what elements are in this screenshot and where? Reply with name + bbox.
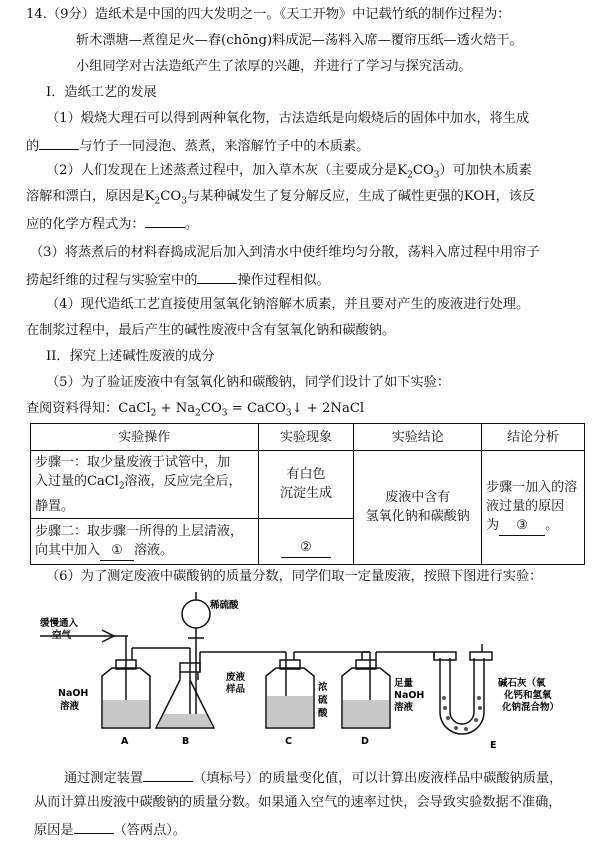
- table-header: 结论分析: [482, 424, 585, 451]
- air-label-1: 缓慢通入: [40, 618, 79, 629]
- answer-blank[interactable]: [143, 768, 193, 782]
- acid-label: 稀硫酸: [210, 600, 239, 611]
- conclusion-line-3: 原因是 （答两点）。: [34, 820, 186, 840]
- analysis: 步骤一加入的溶 液过量的原因 为 ③ 。: [482, 451, 585, 565]
- table-header: 实验操作: [31, 424, 259, 451]
- lime-label-3: 化钠混合物）: [502, 702, 560, 713]
- step-1-observation: 有白色 沉淀生成: [258, 451, 354, 519]
- q3-line-1: （3）将蒸煮后的材料舂捣成泥后加入到清水中使纤维均匀分散，荡料入席过程中用帘子: [30, 245, 540, 260]
- q4-line-2: 在制浆过程中，最后产生的碱性废液中含有氢氧化钠和碳酸钠。: [26, 323, 396, 338]
- naoh-label-2: 溶液: [60, 701, 80, 712]
- experiment-table: [30, 423, 585, 565]
- answer-blank[interactable]: [39, 136, 79, 150]
- label-e: E: [490, 740, 497, 751]
- experiment-apparatus: [30, 588, 590, 758]
- air-label-2: 空气: [52, 630, 72, 641]
- section-2-title: II．探究上述碱性废液的成分: [46, 349, 215, 364]
- intro-text: 小组同学对古法造纸产生了浓厚的兴趣，并进行了学习与探究活动。: [76, 59, 472, 74]
- q3-line-2: 捞起纤维的过程与实验室中的 操作过程相似。: [26, 270, 330, 290]
- table-header-row: [31, 424, 585, 451]
- soda-lime-granules: [442, 696, 482, 731]
- answer-blank-2[interactable]: ②: [281, 538, 331, 558]
- lime-label-2: 化钙和氢氧: [504, 690, 552, 701]
- d-label-3: 溶液: [394, 702, 414, 713]
- q6-text: （6）为了测定废液中碳酸钠的质量分数，同学们取一定量废液，按照下图进行实验：: [46, 569, 543, 584]
- step-1-operation: 步骤一：取少量废液于试管中，加 入过量的CaCl$_2$溶液，反应完全后， 静置。: [31, 451, 259, 519]
- q1-line-1: （1）煅烧大理石可以得到两种氧化物，古法造纸是向煅烧后的固体中加水，将生成: [46, 111, 530, 126]
- label-a: A: [121, 736, 129, 747]
- sample-label-2: 样品: [226, 684, 246, 695]
- conclusion-line-1: 通过测定装置 （填标号）的质量变化值，可以计算出废液样品中碳酸钠质量，: [64, 768, 562, 788]
- label-d: D: [361, 736, 369, 747]
- reference-equation: 查阅资料得知：CaCl$_2$ + $Na_2CO_3$ = CaCO$_3$↓ + 2NaCl: [26, 401, 365, 419]
- h2so4-label-3: 酸: [318, 708, 328, 719]
- process-steps: 斩木漂塘—煮徨足火—舂(chōng)料成泥—荡料入席—覆帘压纸—透火焙干。: [76, 33, 523, 48]
- table-header: 实验结论: [354, 424, 482, 451]
- d-label-2: NaOH: [394, 690, 425, 701]
- step-2-operation: 步骤二：取步骤一所得的上层清液， 向其中加入 ① 溶液。: [31, 518, 259, 564]
- label-b: B: [182, 736, 190, 747]
- question-heading: 14.（9分）造纸术是中国的四大发明之一。《天工开物》中记载竹纸的制作过程为：: [26, 7, 511, 22]
- dropping-funnel: [182, 600, 210, 628]
- answer-blank[interactable]: [74, 820, 114, 834]
- q2-line-1: （2）人们发现在上述蒸煮过程中，加入草木灰（主要成分是$K_2CO_3$）可加快木质素: [46, 163, 532, 181]
- q2-line-2: 溶解和漂白，原因是$K_2CO_3$与某种碱发生了复分解反应，生成了碱性更强的KOH，该反: [26, 189, 536, 207]
- d-label-1: 足量: [394, 678, 414, 689]
- answer-blank-1[interactable]: ①: [100, 541, 134, 561]
- h2so4-label-2: 硫: [318, 695, 328, 706]
- q1-line-2: 的 与竹子一同浸泡、蒸煮，来溶解竹子中的木质素。: [26, 136, 369, 156]
- q5-text: （5）为了验证废液中有氢氧化钠和碳酸钠，同学们设计了如下实验：: [46, 375, 451, 390]
- step-2-observation: [258, 518, 354, 564]
- answer-blank[interactable]: [145, 214, 185, 228]
- conclusion-line-2: 从而计算出废液中碳酸钠的质量分数。如果通入空气的速率过快，会导致实验数据不准确，: [34, 795, 562, 810]
- naoh-label-1: NaOH: [58, 688, 89, 699]
- answer-blank[interactable]: [197, 270, 237, 284]
- h2so4-label-1: 浓: [318, 682, 328, 693]
- q2-line-3: 应的化学方程式为： 。: [26, 214, 198, 234]
- q4-line-1: （4）现代造纸工艺直接使用氢氧化钠溶解木质素，并且要对产生的废液进行处理。: [46, 297, 530, 312]
- answer-blank-3[interactable]: ③: [499, 516, 545, 536]
- section-1-title: I．造纸工艺的发展: [46, 85, 157, 100]
- conclusion: 废液中含有 氢氧化钠和碳酸钠: [354, 451, 482, 565]
- table-header: 实验现象: [258, 424, 354, 451]
- label-c: C: [285, 736, 292, 747]
- table-row: [31, 451, 585, 519]
- lime-label-1: 碱石灰（氧: [498, 678, 546, 689]
- sample-label-1: 废液: [226, 672, 246, 683]
